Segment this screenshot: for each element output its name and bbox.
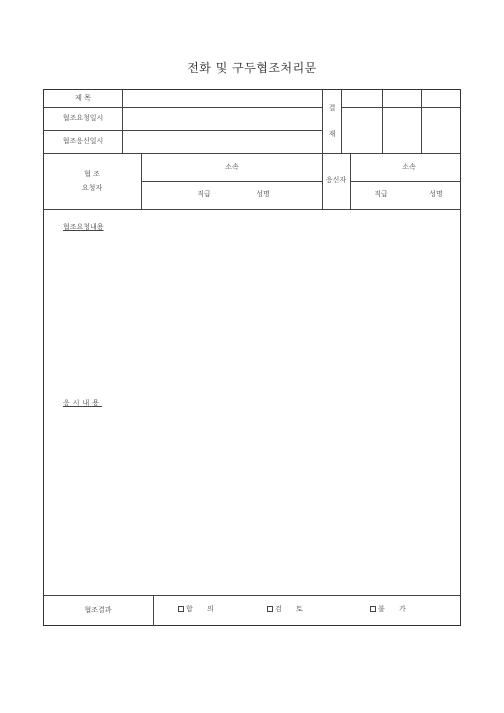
responder-inner-divider <box>350 181 461 182</box>
result-option-review[interactable] <box>267 606 309 613</box>
checkbox-icon <box>267 606 273 612</box>
requester-department-label: 소속 <box>225 163 239 171</box>
approval-cell-divider-2 <box>421 89 422 153</box>
result-option-agree[interactable] <box>178 606 220 613</box>
request-content-label: 협조요청내용 <box>63 223 104 231</box>
result-row-top-divider <box>43 595 461 596</box>
approval-row-divider <box>341 107 461 108</box>
requester-name-label: 성명 <box>256 190 270 198</box>
result-option-reject[interactable] <box>370 606 412 613</box>
responder-left-divider <box>322 153 323 209</box>
requester-label-line2: 요청자 <box>81 184 103 192</box>
approval-label-divider <box>341 89 342 153</box>
row-divider-subject <box>43 107 323 108</box>
result-option-label: 검 토 <box>275 605 309 613</box>
result-label: 협조결과 <box>84 606 112 614</box>
checkbox-icon <box>178 606 184 612</box>
result-label-divider <box>153 595 154 626</box>
result-option-label: 불 가 <box>378 605 412 613</box>
responder-label-divider <box>350 153 351 209</box>
approval-cell-divider-1 <box>382 89 383 153</box>
responder-department-label: 소속 <box>402 163 416 171</box>
responder-label: 응신자 <box>325 176 347 184</box>
checkbox-icon <box>370 606 376 612</box>
form-frame <box>43 89 461 626</box>
approval-label-bottom: 재 <box>328 130 336 138</box>
response-content-label: 응시내용 <box>63 399 103 407</box>
response-datetime-label: 협조응신일시 <box>62 137 104 145</box>
approval-left-divider <box>322 89 323 153</box>
approval-label-top: 결 <box>328 104 336 112</box>
row-divider-request-datetime <box>43 130 323 131</box>
person-section-bottom-divider <box>43 209 461 210</box>
label-column-divider <box>122 89 123 153</box>
responder-name-label: 성명 <box>429 190 443 198</box>
page-title: 전화 및 구두협조처리문 <box>187 61 317 75</box>
requester-rank-label: 직급 <box>197 190 211 198</box>
requester-label-divider <box>141 153 142 209</box>
result-option-label: 합 의 <box>186 605 220 613</box>
requester-inner-divider <box>141 181 322 182</box>
request-datetime-label: 협조요청일시 <box>62 114 104 122</box>
header-bottom-divider <box>43 153 461 154</box>
responder-rank-label: 직급 <box>374 190 388 198</box>
requester-label-line1: 협 조 <box>84 170 100 178</box>
subject-label: 제 목 <box>75 94 91 102</box>
